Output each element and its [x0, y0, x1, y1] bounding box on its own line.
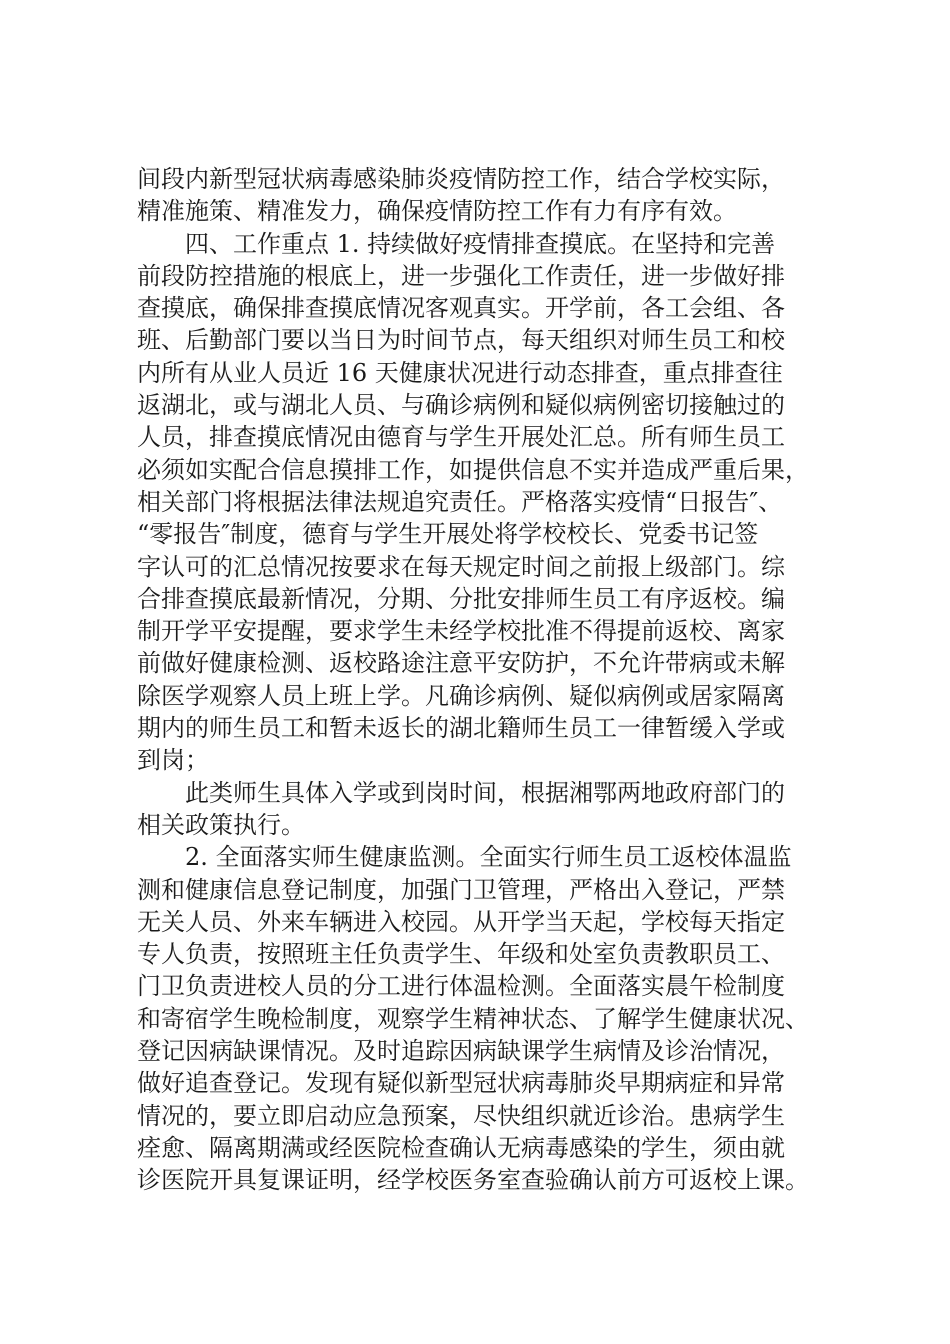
- text-line: 精准施策、精准发力，确保疫情防控工作有力有序有效。: [137, 197, 737, 226]
- text-line: 相关部门将根据法律法规追究责任。严格落实疫情“日报告″、: [137, 487, 783, 516]
- text-line: 此类师生具体入学或到岗时间，根据湘鄂两地政府部门的: [185, 778, 785, 807]
- text-line: “零报告″制度，德育与学生开展处将学校校长、党委书记签: [137, 520, 759, 549]
- text-line: 字认可的汇总情况按要求在每天规定时间之前报上级部门。综: [137, 552, 785, 581]
- text-line: 期内的师生员工和暂未返长的湖北籍师生员工一律暂缓入学或: [137, 714, 785, 743]
- document-body: [137, 163, 852, 1197]
- text-line: 必须如实配合信息摸排工作，如提供信息不实并造成严重后果，: [137, 455, 809, 484]
- text-line: 到岗；: [137, 746, 209, 775]
- text-line: 制开学平安提醒，要求学生未经学校批准不得提前返校、离家: [137, 617, 785, 646]
- text-line: 合排查摸底最新情况，分期、分批安排师生员工有序返校。编: [137, 584, 785, 613]
- text-line: 无关人员、外来车辆进入校园。从开学当天起，学校每天指定: [137, 907, 785, 936]
- text-line: 测和健康信息登记制度，加强门卫管理，严格出入登记，严禁: [137, 875, 785, 904]
- text-line: 痊愈、隔离期满或经医院检查确认无病毒感染的学生，须由就: [137, 1133, 785, 1162]
- text-line: 班、后勤部门要以当日为时间节点，每天组织对师生员工和校: [137, 326, 785, 355]
- text-line: 除医学观察人员上班上学。凡确诊病例、疑似病例或居家隔离: [137, 681, 785, 710]
- text-line: 前段防控措施的根底上，进一步强化工作责任，进一步做好排: [137, 261, 785, 290]
- text-line: 前做好健康检测、返校路途注意平安防护，不允许带病或未解: [137, 649, 785, 678]
- text-line: 做好追查登记。发现有疑似新型冠状病毒肺炎早期病症和异常: [137, 1069, 785, 1098]
- text-line: 门卫负责进校人员的分工进行体温检测。全面落实晨午检制度: [137, 972, 785, 1001]
- text-line: 查摸底，确保排查摸底情况客观真实。开学前，各工会组、各: [137, 294, 785, 323]
- text-line: 登记因病缺课情况。及时追踪因病缺课学生病情及诊治情况，: [137, 1037, 785, 1066]
- text-line: 内所有从业人员近 16 天健康状况进行动态排查，重点排查往: [137, 358, 783, 387]
- text-line: 情况的，要立即启动应急预案，尽快组织就近诊治。患病学生: [137, 1101, 785, 1130]
- text-line: 诊医院开具复课证明，经学校医务室查验确认前方可返校上课。: [137, 1166, 809, 1195]
- text-line: 专人负责，按照班主任负责学生、年级和处室负责教职员工、: [137, 940, 785, 969]
- text-line: 人员，排查摸底情况由德育与学生开展处汇总。所有师生员工: [137, 423, 785, 452]
- text-line: 间段内新型冠状病毒感染肺炎疫情防控工作，结合学校实际，: [137, 165, 785, 193]
- text-line: 四、工作重点 1. 持续做好疫情排查摸底。在坚持和完善: [185, 229, 776, 258]
- text-line: 相关政策执行。: [137, 810, 305, 839]
- text-line: 返湖北，或与湖北人员、与确诊病例和疑似病例密切接触过的: [137, 391, 785, 420]
- text-line: 2. 全面落实师生健康监测。全面实行师生员工返校体温监: [185, 843, 792, 872]
- text-line: 和寄宿学生晚检制度，观察学生精神状态、了解学生健康状况、: [137, 1004, 809, 1033]
